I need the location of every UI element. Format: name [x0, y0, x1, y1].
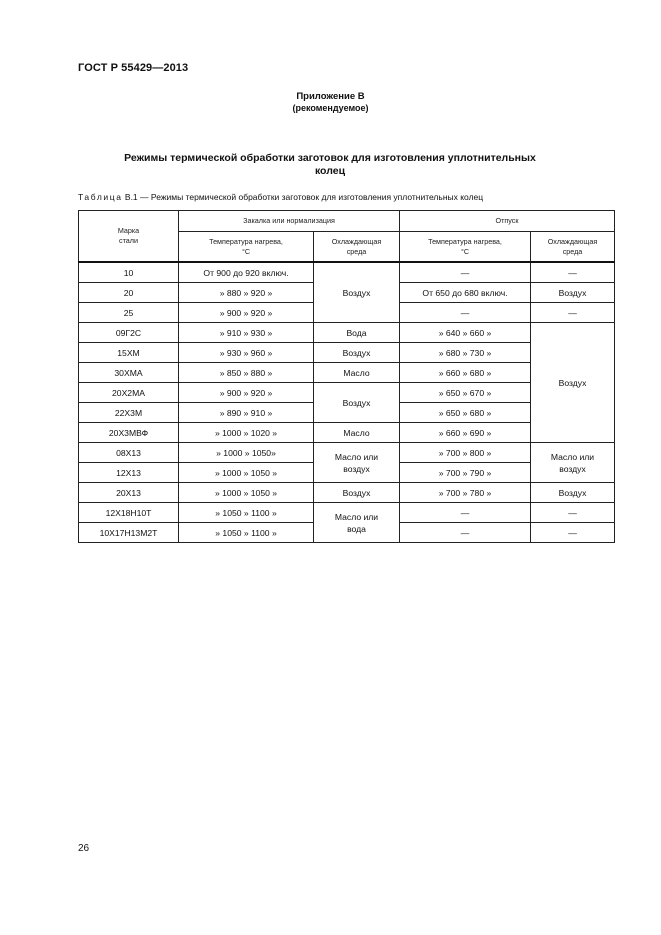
quench-temp-cell: » 1050 » 1100 » — [179, 523, 314, 543]
quench-temp-cell: » 910 » 930 » — [179, 323, 314, 343]
quench-temp-cell: » 930 » 960 » — [179, 343, 314, 363]
quench-temp-cell: » 880 » 920 » — [179, 283, 314, 303]
steel-grade-cell: 10Х17Н13М2Т — [79, 523, 179, 543]
quench-temp-cell: » 1000 » 1020 » — [179, 423, 314, 443]
quench-temp-cell: » 850 » 880 » — [179, 363, 314, 383]
steel-grade-cell: 15ХМ — [79, 343, 179, 363]
table-row — [79, 443, 615, 463]
header-temper-group: Отпуск — [400, 211, 615, 232]
steel-grade-cell: 12Х18Н10Т — [79, 503, 179, 523]
temper-cooling-cell: Воздух — [531, 483, 615, 503]
quench-temp-cell: » 900 » 920 » — [179, 303, 314, 323]
steel-grade-cell: 20Х2МА — [79, 383, 179, 403]
quench-cooling-cell: Масло или воздух — [314, 443, 400, 483]
heat-treatment-table — [78, 210, 615, 543]
temper-cooling-cell: — — [531, 523, 615, 543]
table-row — [79, 323, 615, 343]
header-quench-cooling: Охлаждающая среда — [314, 232, 400, 263]
steel-grade-cell: 22Х3М — [79, 403, 179, 423]
temper-temp-cell: » 700 » 790 » — [400, 463, 531, 483]
quench-temp-cell: » 900 » 920 » — [179, 383, 314, 403]
header-quench-group: Закалка или нормализация — [179, 211, 400, 232]
header-steel-grade: Марка стали — [79, 211, 179, 263]
quench-cooling-cell: Воздух — [314, 483, 400, 503]
temper-temp-cell: » 650 » 670 » — [400, 383, 531, 403]
temper-cooling-cell: Масло или воздух — [531, 443, 615, 483]
temper-temp-cell: » 660 » 690 » — [400, 423, 531, 443]
steel-grade-cell: 25 — [79, 303, 179, 323]
temper-cooling-cell: Воздух — [531, 283, 615, 303]
table-caption-prefix: Таблица — [78, 192, 123, 202]
steel-grade-cell: 10 — [79, 262, 179, 283]
table-row — [79, 262, 615, 283]
temper-temp-cell: » 650 » 680 » — [400, 403, 531, 423]
page-number: 26 — [78, 843, 90, 854]
temper-temp-cell: » 660 » 680 » — [400, 363, 531, 383]
temper-temp-cell: От 650 до 680 включ. — [400, 283, 531, 303]
steel-grade-cell: 20 — [79, 283, 179, 303]
temper-temp-cell: — — [400, 303, 531, 323]
steel-grade-cell: 20Х3МВФ — [79, 423, 179, 443]
table-row — [79, 503, 615, 523]
steel-grade-cell: 20Х13 — [79, 483, 179, 503]
steel-grade-cell: 09Г2С — [79, 323, 179, 343]
document-code: ГОСТ Р 55429—2013 — [78, 62, 189, 74]
temper-temp-cell: » 700 » 800 » — [400, 443, 531, 463]
header-temper-temp: Температура нагрева, °С — [400, 232, 531, 263]
steel-grade-cell: 30ХМА — [79, 363, 179, 383]
temper-temp-cell: » 700 » 780 » — [400, 483, 531, 503]
temper-cooling-cell: Воздух — [531, 323, 615, 443]
quench-temp-cell: От 900 до 920 включ. — [179, 262, 314, 283]
table-caption-number: В.1 — [124, 192, 138, 202]
steel-grade-cell: 12Х13 — [79, 463, 179, 483]
temper-cooling-cell: — — [531, 303, 615, 323]
header-quench-temp: Температура нагрева, °С — [179, 232, 314, 263]
temper-temp-cell: » 680 » 730 » — [400, 343, 531, 363]
appendix-title: Приложение В — [296, 91, 365, 102]
temper-temp-cell: — — [400, 262, 531, 283]
quench-cooling-cell: Воздух — [314, 262, 400, 323]
steel-grade-cell: 08Х13 — [79, 443, 179, 463]
quench-cooling-cell: Вода — [314, 323, 400, 343]
appendix-status: (рекомендуемое) — [292, 103, 369, 113]
header-temper-cooling: Охлаждающая среда — [531, 232, 615, 263]
temper-cooling-cell: — — [531, 503, 615, 523]
quench-temp-cell: » 1000 » 1050 » — [179, 463, 314, 483]
temper-temp-cell: » 640 » 660 » — [400, 323, 531, 343]
table-caption — [78, 192, 483, 202]
quench-cooling-cell: Воздух — [314, 343, 400, 363]
table-caption-text: — Режимы термической обработки заготовок для изготовления уплотнительных колец — [137, 192, 484, 202]
quench-temp-cell: » 1000 » 1050 » — [179, 483, 314, 503]
temper-cooling-cell: — — [531, 262, 615, 283]
quench-temp-cell: » 890 » 910 » — [179, 403, 314, 423]
table-row — [79, 483, 615, 503]
quench-temp-cell: » 1000 » 1050» — [179, 443, 314, 463]
section-title: Режимы термической обработки заготовок для изготовления уплотнительных колец — [124, 152, 536, 177]
quench-cooling-cell: Масло или вода — [314, 503, 400, 543]
quench-cooling-cell: Воздух — [314, 383, 400, 423]
quench-cooling-cell: Масло — [314, 363, 400, 383]
temper-temp-cell: — — [400, 523, 531, 543]
quench-temp-cell: » 1050 » 1100 » — [179, 503, 314, 523]
temper-temp-cell: — — [400, 503, 531, 523]
quench-cooling-cell: Масло — [314, 423, 400, 443]
